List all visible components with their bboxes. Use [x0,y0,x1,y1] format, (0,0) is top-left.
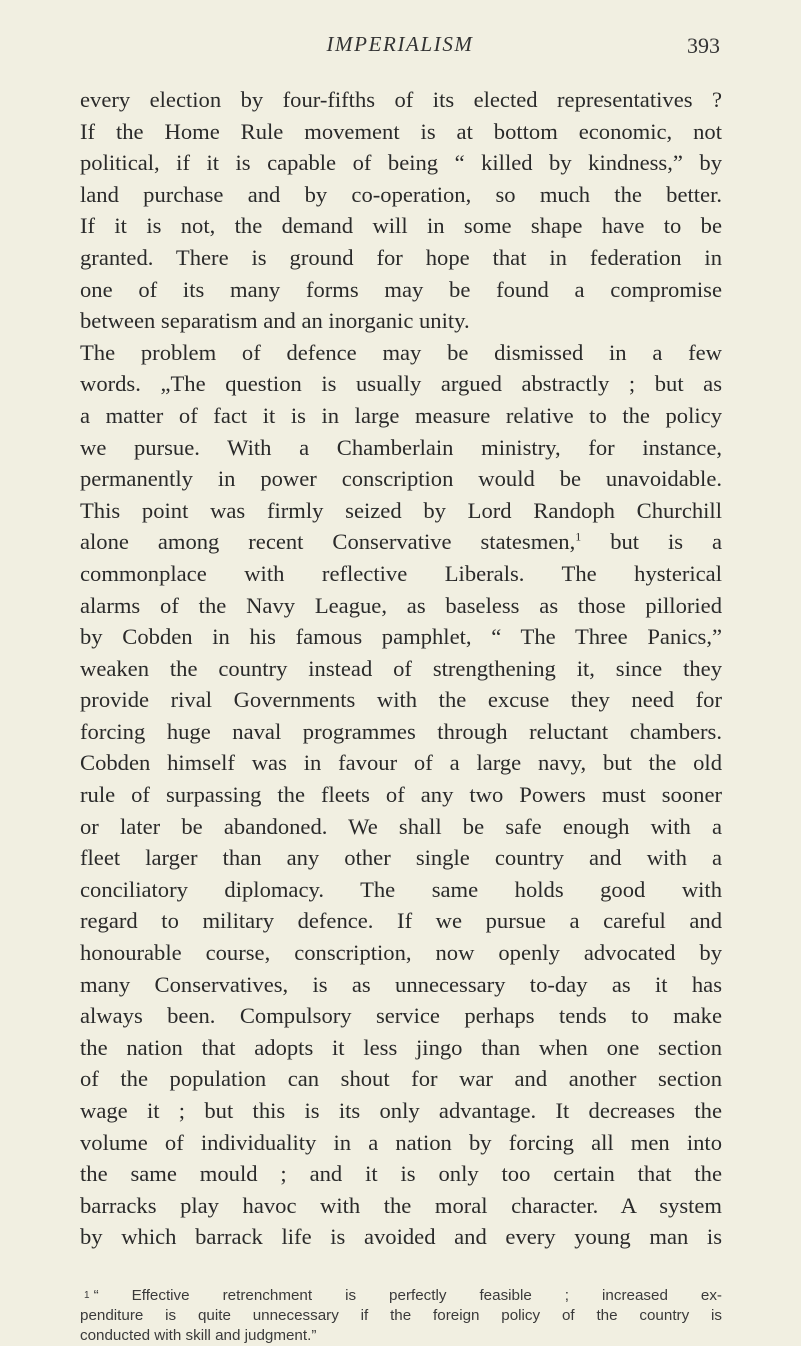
text-line: of the population can shout for war and another section [80,1066,722,1092]
text-line: forcing huge naval programmes through reluctant chambers. [80,718,722,744]
running-title: IMPERIALISM [326,32,474,56]
footnote-marker: 1 [84,1290,90,1301]
text-line: conciliatory diplomacy. The same holds good with [80,876,722,902]
text-line: one of its many forms may be found a compromise [80,276,722,302]
text-line-tail: but is a [581,529,723,555]
body-text [80,84,722,1253]
text-line: fleet larger than any other single country and with a [80,845,722,871]
text-line: land purchase and by co-operation, so much the better. [80,181,722,207]
text-line: barracks play havoc with the moral character. A system [80,1192,722,1218]
text-line: This point was firmly seized by Lord Randoph Churchill [80,497,722,523]
text-line: wage it ; but this is its only advantage. It decreases the [80,1098,722,1123]
text-line: granted. There is ground for hope that in federation in [80,244,722,270]
text-line: the same mould ; and it is only too certain that the [80,1161,722,1187]
footnote [80,1286,722,1346]
page-number: 393 [687,33,720,58]
text-line: If it is not, the demand will in some shape have to be [80,213,722,239]
text-line: rule of surpassing the fleets of any two Powers must sooner [80,782,722,808]
footnote-line [80,1286,722,1306]
text-line: we pursue. With a Chamberlain ministry, for instance, [80,434,722,460]
text-line: provide rival Governments with the excuse they need for [80,687,722,713]
text-line: words. „The question is usually argued abstractly ; but as [80,371,722,397]
text-line: honourable course, conscription, now openly advocated by [80,940,722,966]
text-line: the nation that adopts it less jingo than when one section [80,1034,722,1060]
text-line: volume of individuality in a nation by forcing all men into [80,1129,722,1155]
text-line: by Cobden in his famous pamphlet, “ The Three Panics,” [80,624,722,650]
text-line: every election by four-fifths of its elected representatives ? [80,87,722,112]
text-line: If the Home Rule movement is at bottom economic, not [80,118,722,144]
footnote-line-text: “ Effective retrenchment is perfectly feasible ; increased ex- [93,1287,722,1304]
text-line: many Conservatives, is as unnecessary to-day as it has [80,971,722,997]
running-head [80,32,720,66]
text-line: regard to military defence. If we pursue a careful and [80,908,722,934]
text-line: Cobden himself was in favour of a large navy, but the old [80,750,722,776]
text-line: permanently in power conscription would be unavoidable. [80,466,722,492]
footnote-line: penditure is quite unnecessary if the foreign policy of the country is [80,1307,722,1324]
text-line: alarms of the Navy League, as baseless as those pilloried [80,592,722,618]
text-line: or later be abandoned. We shall be safe enough with a [80,813,722,839]
footnote-reference[interactable]: 1 [575,529,582,544]
text-line: by which barrack life is avoided and every young man is [80,1224,722,1250]
text-line: always been. Compulsory service perhaps tends to make [80,1003,722,1029]
text-line-with-footnote [80,526,722,558]
text-line: a matter of fact it is in large measure relative to the policy [80,402,722,428]
text-line: political, if it is capable of being “ killed by kindness,” by [80,150,722,176]
text-line: between separatism and an inorganic unity. [80,308,470,334]
text-line: The problem of defence may be dismissed in a few [80,339,722,365]
footnote-line: conducted with skill and judgment.” [80,1327,317,1344]
text-line-head: alone among recent Conservative statesmen, [80,529,576,555]
text-line: commonplace with reflective Liberals. The hysterical [80,560,722,586]
text-line: weaken the country instead of strengthening it, since they [80,655,722,681]
